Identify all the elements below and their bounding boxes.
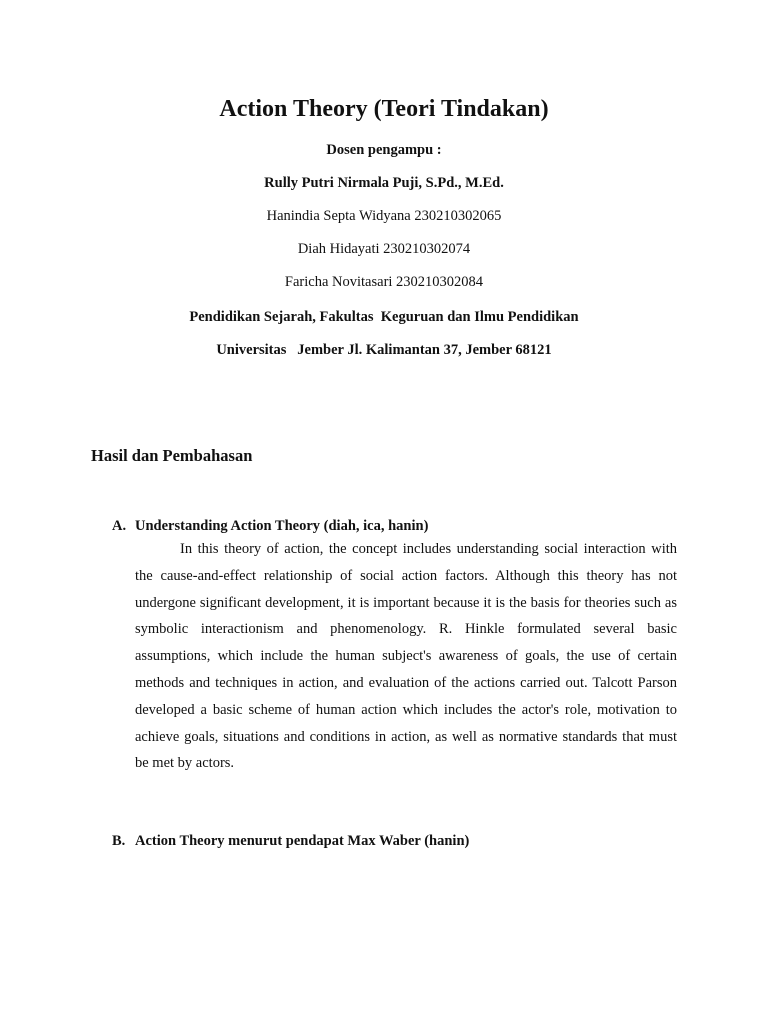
lecturer-name: Rully Putri Nirmala Puji, S.Pd., M.Ed. — [264, 175, 504, 191]
author-line: Hanindia Septa Widyana 230210302065 — [266, 208, 502, 224]
university-line: Universitas Jember Jl. Kalimantan 37, Jember 68121 — [216, 342, 552, 358]
section-a-title: Understanding Action Theory (diah, ica, hanin) — [135, 518, 429, 534]
lecturer-label: Dosen pengampu : — [326, 142, 442, 158]
department-line: Pendidikan Sejarah, Fakultas Keguruan dan Ilmu Pendidikan — [189, 309, 579, 325]
section-a-paragraph: In this theory of action, the concept includes understanding social interaction with the cause-and-effect relationship of social action factors. Although this theory has not undergone significant development, it is important because it is the basis for theories such as symbolic interactionism and phenomenology. R. Hinkle formulated several basic assumptions, which include the human subject's awareness of goals, the use of certain methods and techniques in action, and evaluation of the actions carried out. Talcott Parson developed a basic scheme of human action which includes the actor's role, motivation to achieve goals, situations and conditions in action, as well as normative standards that must be met by actors. — [135, 541, 677, 772]
author-line: Faricha Novitasari 230210302084 — [284, 274, 484, 290]
document-title: Action Theory (Teori Tindakan) — [219, 96, 549, 122]
section-b-marker: B. — [112, 833, 126, 849]
section-heading: Hasil dan Pembahasan — [91, 446, 253, 465]
section-b-title: Action Theory menurut pendapat Max Waber (hanin) — [135, 833, 470, 849]
section-a-marker: A. — [112, 518, 127, 534]
author-line: Diah Hidayati 230210302074 — [297, 241, 471, 257]
